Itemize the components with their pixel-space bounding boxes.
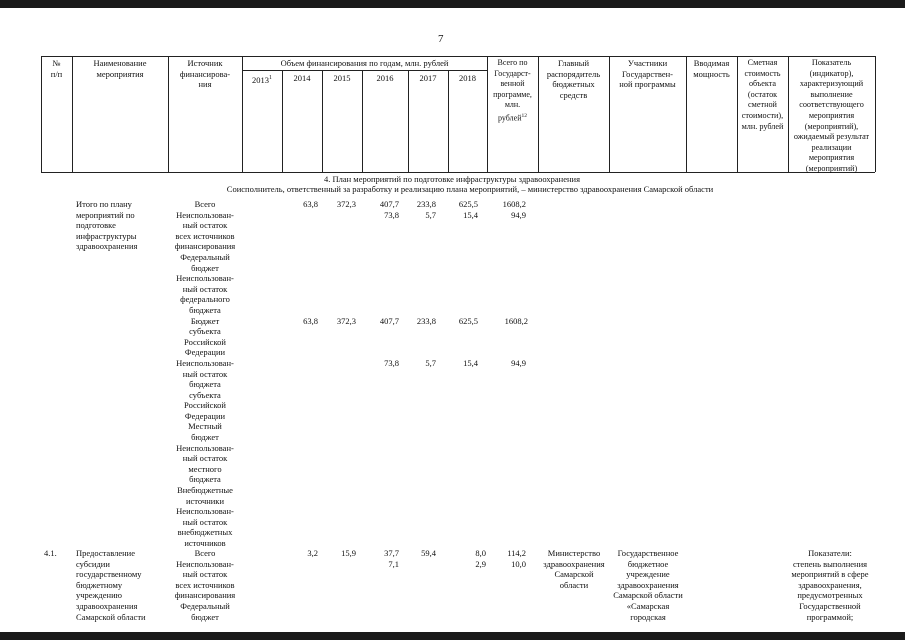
header-year-2016: 2016: [376, 73, 394, 83]
header-indicator: Показатель (индикатор), характеризующий выполнение соответствующего мероприятия (мероприятий), ожидаемый результат реализации мероприятия (мероприятий): [793, 58, 870, 173]
item-41-participants: Государственное бюджетное учреждение здравоохранения Самарской области «Самарская городская: [613, 548, 683, 622]
header-volume: Объем финансирования по годам, млн. рублей: [280, 58, 449, 68]
header-total: Всего по Государст- венной программе, млн. рублей$^{12}$: [493, 58, 532, 123]
item-41-indicator: Показатели: степень выполнения мероприятий в сфере здравоохранения, предусмотренных Государственной программой;: [791, 548, 869, 622]
summary-name: Итого по плану мероприятий по подготовке инфраструктуры здравоохранения: [76, 199, 138, 252]
header-number: № п/п: [50, 58, 63, 79]
header-year-2015: 2015: [333, 73, 351, 83]
item-41-manager: Министерство здравоохранения Самарской области: [543, 548, 605, 590]
header-main-manager: Главный распорядитель бюджетных средств: [546, 58, 601, 100]
header-year-2018: 2018: [459, 73, 476, 83]
header-year-2017: 2017: [419, 73, 437, 83]
bottom-border: [0, 632, 905, 640]
header-participants: Участники Государствен- ной программы: [619, 58, 676, 90]
section-title: 4. План мероприятий по подготовке инфраструктуры здравоохранения: [323, 174, 581, 184]
header-estimated-cost: Сметная стоимость объекта (остаток сметной стоимости), млн. рублей: [741, 58, 784, 131]
item-41-number: 4.1.: [44, 548, 57, 558]
header-year-2013: 2013$^1$: [252, 74, 272, 85]
item-41-sources: Всего Неиспользован- ный остаток всех источников финансирования Федеральный бюджет: [174, 548, 236, 622]
header-name: Наименование мероприятия: [93, 58, 147, 79]
header-year-2014: 2014: [293, 73, 311, 83]
section-subtitle: Соисполнитель, ответственный за разработку и реализацию плана мероприятий, – министерство здравоохранения Самарской области: [226, 184, 714, 194]
top-border: [0, 0, 905, 8]
item-41-name: Предоставление субсидии государственному бюджетному учреждению здравоохранения Самарской области: [76, 548, 146, 622]
header-source: Источник финансирова- ния: [179, 58, 231, 90]
summary-sources: Всего Неиспользован- ный остаток всех источников финансирования Федеральный бюджет Неиспользован- ный остаток федерального бюджета Бюджет субъекта Российской Федерации Неиспользован- ный остаток бюджета субъекта Российской Федерации Местный бюджет Неиспользован- ный остаток местного бюджета Внебюджетные источники Неиспользован- ный остаток внебюджетных источников: [174, 199, 236, 548]
page-number: 7: [438, 33, 444, 45]
header-capacity: Вводимая мощность: [693, 58, 730, 79]
